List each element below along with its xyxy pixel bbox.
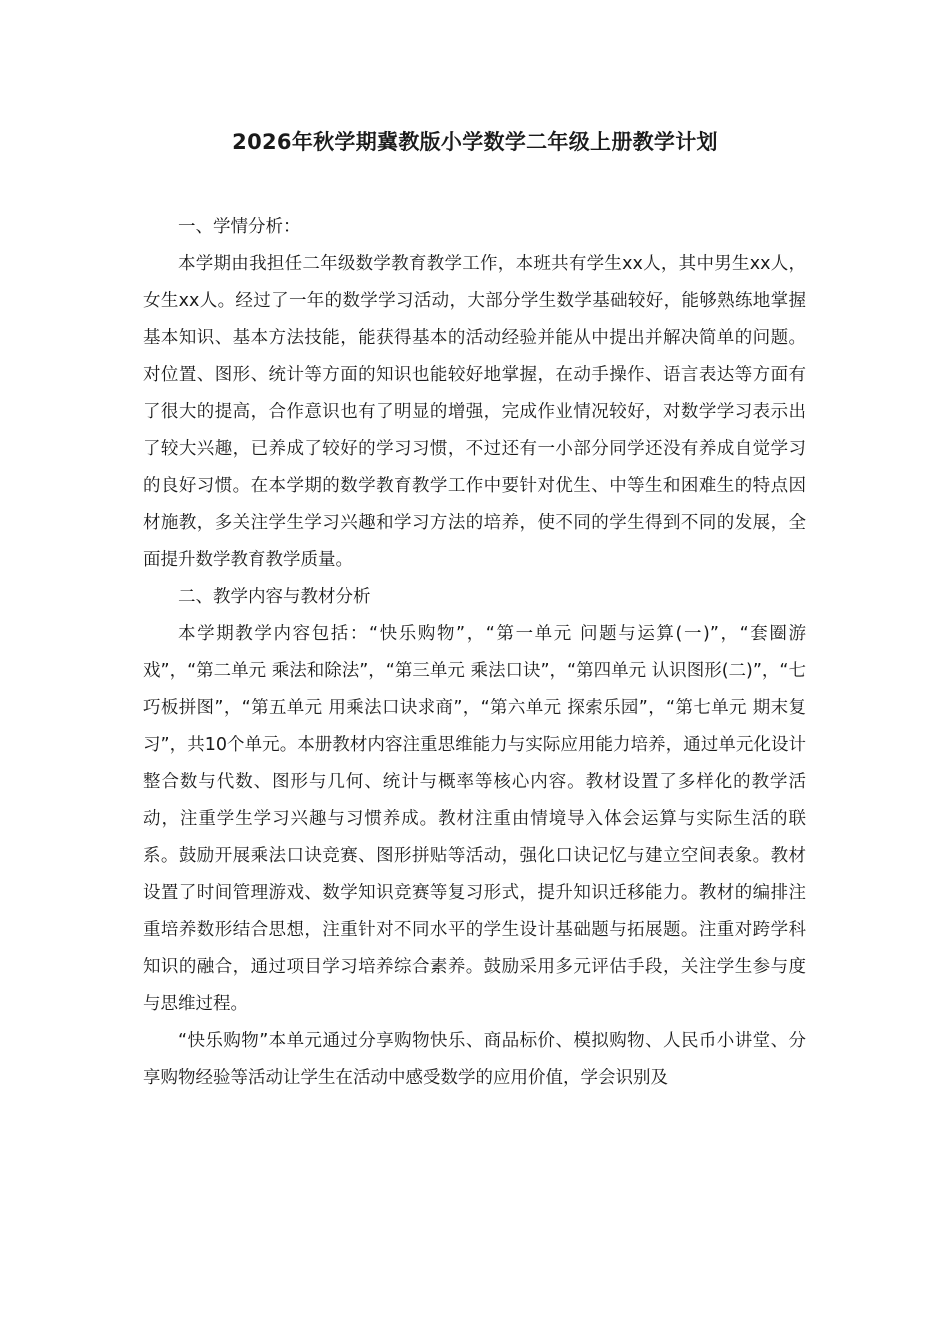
document-title: 2026年秋学期冀教版小学数学二年级上册教学计划 xyxy=(232,130,718,154)
section-heading-teaching-content: 二、教学内容与教材分析 xyxy=(178,587,371,607)
section-heading-student-analysis: 一、学情分析： xyxy=(178,217,301,237)
document-body xyxy=(143,209,806,1097)
paragraph-student-analysis: 本学期由我担任二年级数学教育教学工作，本班共有学生xx人，其中男生xx人，女生xx人。经过了一年的数学学习活动，大部分学生数学基础较好，能够熟练地掌握基本知识、基本方法技能，能获得基本的活动经验并能从中提出并解决简单的问题。对位置、图形、统计等方面的知识也能较好地掌握，在动手操作、语言表达等方面有了很大的提高，合作意识也有了明显的增强，完成作业情况较好，对数学学习表示出了较大兴趣，已养成了较好的学习习惯，不过还有一小部分同学还没有养成自觉学习的良好习惯。在本学期的数学教育教学工作中要针对优生、中等生和困难生的特点因材施教，多关注学生学习兴趣和学习方法的培养，使不同的学生得到不同的发展，全面提升数学教育教学质量。 xyxy=(143,254,806,570)
paragraph-teaching-content: 本学期教学内容包括：“快乐购物”，“第一单元 问题与运算(一)”，“套圈游戏”，“第二单元 乘法和除法”，“第三单元 乘法口诀”，“第四单元 认识图形(二)”，“七巧板拼图”，“第五单元 用乘法口诀求商”，“第六单元 探索乐园”，“第七单元 期末复习”，共10个单元。本册教材内容注重思维能力与实际应用能力培养，通过单元化设计整合数与代数、图形与几何、统计与概率等核心内容。教材设置了多样化的教学活动，注重学生学习兴趣与习惯养成。教材注重由情境导入体会运算与实际生活的联系。鼓励开展乘法口诀竞赛、图形拼贴等活动，强化口诀记忆与建立空间表象。教材设置了时间管理游戏、数学知识竞赛等复习形式，提升知识迁移能力。教材的编排注重培养数形结合思想，注重针对不同水平的学生设计基础题与拓展题。注重对跨学科知识的融合，通过项目学习培养综合素养。鼓励采用多元评估手段，关注学生参与度与思维过程。 xyxy=(143,624,806,1014)
paragraph-happy-shopping: “快乐购物”本单元通过分享购物快乐、商品标价、模拟购物、人民币小讲堂、分享购物经验等活动让学生在活动中感受数学的应用价值，学会识别及 xyxy=(143,1031,806,1088)
